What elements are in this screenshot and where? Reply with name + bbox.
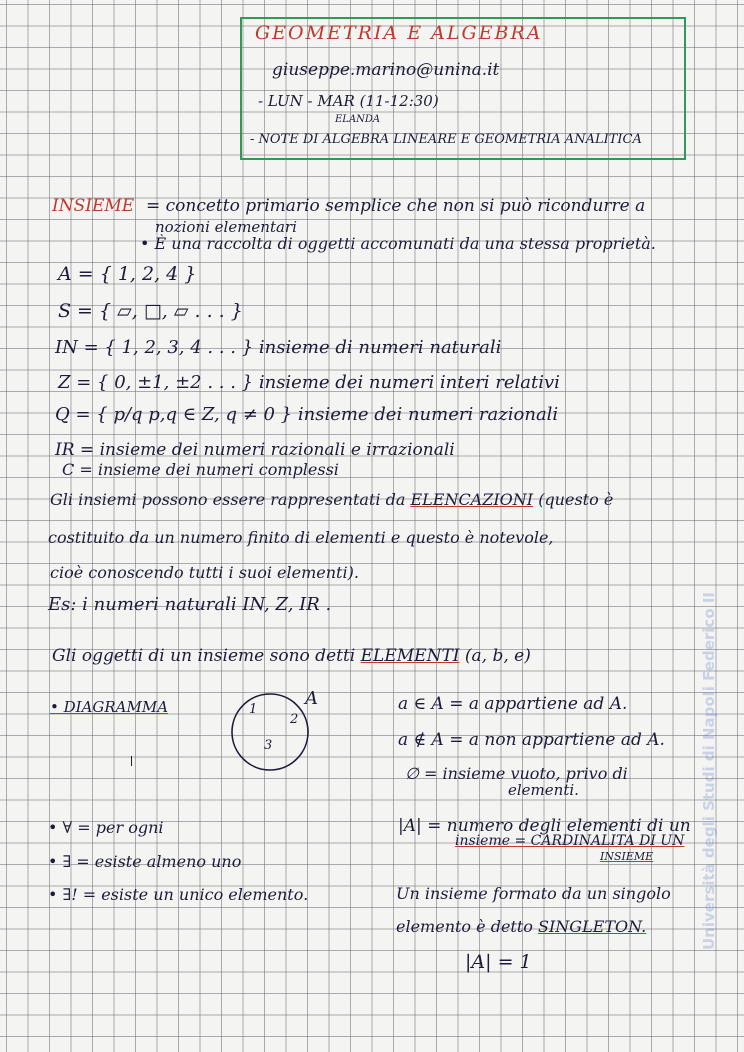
watermark: Università degli Studi di Napoli Federico II <box>700 591 718 950</box>
example-set-shapes: S = { ▱, □, ▱ . . . } <box>58 300 243 322</box>
singleton-line2: elemento è detto SINGLETON. <box>396 917 647 936</box>
example-complex: C = insieme dei numeri complessi <box>62 460 339 479</box>
singleton-line1: Un insieme formato da un singolo <box>396 884 671 903</box>
insieme-definition-line1: = concetto primario semplice che non si può ricondurre a <box>146 196 646 216</box>
enumeration-line2: costituito da un numero finito di elementi e questo è notevole, <box>48 528 554 547</box>
diagram-label: • DIAGRAMMA <box>50 698 169 716</box>
definition-cardinality: |A| = numero degli elementi di un <box>398 816 691 836</box>
schedule: - LUN - MAR (11-12:30) <box>258 92 439 110</box>
quantifier-exists-unique: • ∃! = esiste un unico elemento. <box>48 885 309 904</box>
singleton-formula: |A| = 1 <box>465 951 532 973</box>
diagram-point-2: 2 <box>290 712 299 727</box>
insieme-term: INSIEME <box>52 196 135 216</box>
pencil-mark <box>131 756 132 766</box>
definition-empty-set: ∅ = insieme vuoto, privo di <box>405 764 628 783</box>
page-title: GEOMETRIA E ALGEBRA <box>255 22 543 44</box>
definition-belongs: a ∈ A = a appartiene ad A. <box>398 694 628 714</box>
example-set-a: A = { 1, 2, 4 } <box>58 263 197 285</box>
elements-line: Gli oggetti di un insieme sono detti ELEMENTI (a, b, e) <box>52 646 531 666</box>
set-circle <box>232 694 308 770</box>
example-integers: Z = { 0, ±1, ±2 . . . } insieme dei numeri interi relativi <box>58 372 560 393</box>
insieme-definition-line2: nozioni elementari <box>155 218 297 236</box>
email: giuseppe.marino@unina.it <box>272 60 500 80</box>
notes-reference: - NOTE DI ALGEBRA LINEARE E GEOMETRIA ANALITICA <box>250 132 642 147</box>
definition-cardinality-cont: insieme = CARDINALITA DI UN <box>455 833 685 849</box>
insieme-definition-line3: • È una raccolta di oggetti accomunati da una stessa proprietà. <box>140 234 656 253</box>
diagram-point-3: 3 <box>264 738 273 753</box>
quantifier-forall: • ∀ = per ogni <box>48 818 164 837</box>
example-rationals: Q = { p/q p,q ∈ Z, q ≠ 0 } insieme dei numeri razionali <box>55 404 559 425</box>
room: ELANDA <box>335 114 381 125</box>
definition-not-belongs: a ∉ A = a non appartiene ad A. <box>398 730 665 750</box>
quantifier-exists: • ∃ = esiste almeno uno <box>48 852 242 871</box>
diagram-point-1: 1 <box>249 702 258 717</box>
enumeration-line3: cioè conoscendo tutti i suoi elementi). <box>50 563 359 582</box>
example-reals: IR = insieme dei numeri razionali e irrazionali <box>55 440 455 460</box>
diagram-set-name: A <box>305 688 318 709</box>
enumeration-example: Es: i numeri naturali IN, Z, IR . <box>48 594 332 615</box>
definition-cardinality-end: INSIEME <box>600 850 654 863</box>
example-naturals: IN = { 1, 2, 3, 4 . . . } insieme di numeri naturali <box>55 337 502 358</box>
definition-empty-set-cont: elementi. <box>508 781 579 799</box>
enumeration-line1: Gli insiemi possono essere rappresentati da ELENCAZIONI (questo è <box>50 490 614 509</box>
